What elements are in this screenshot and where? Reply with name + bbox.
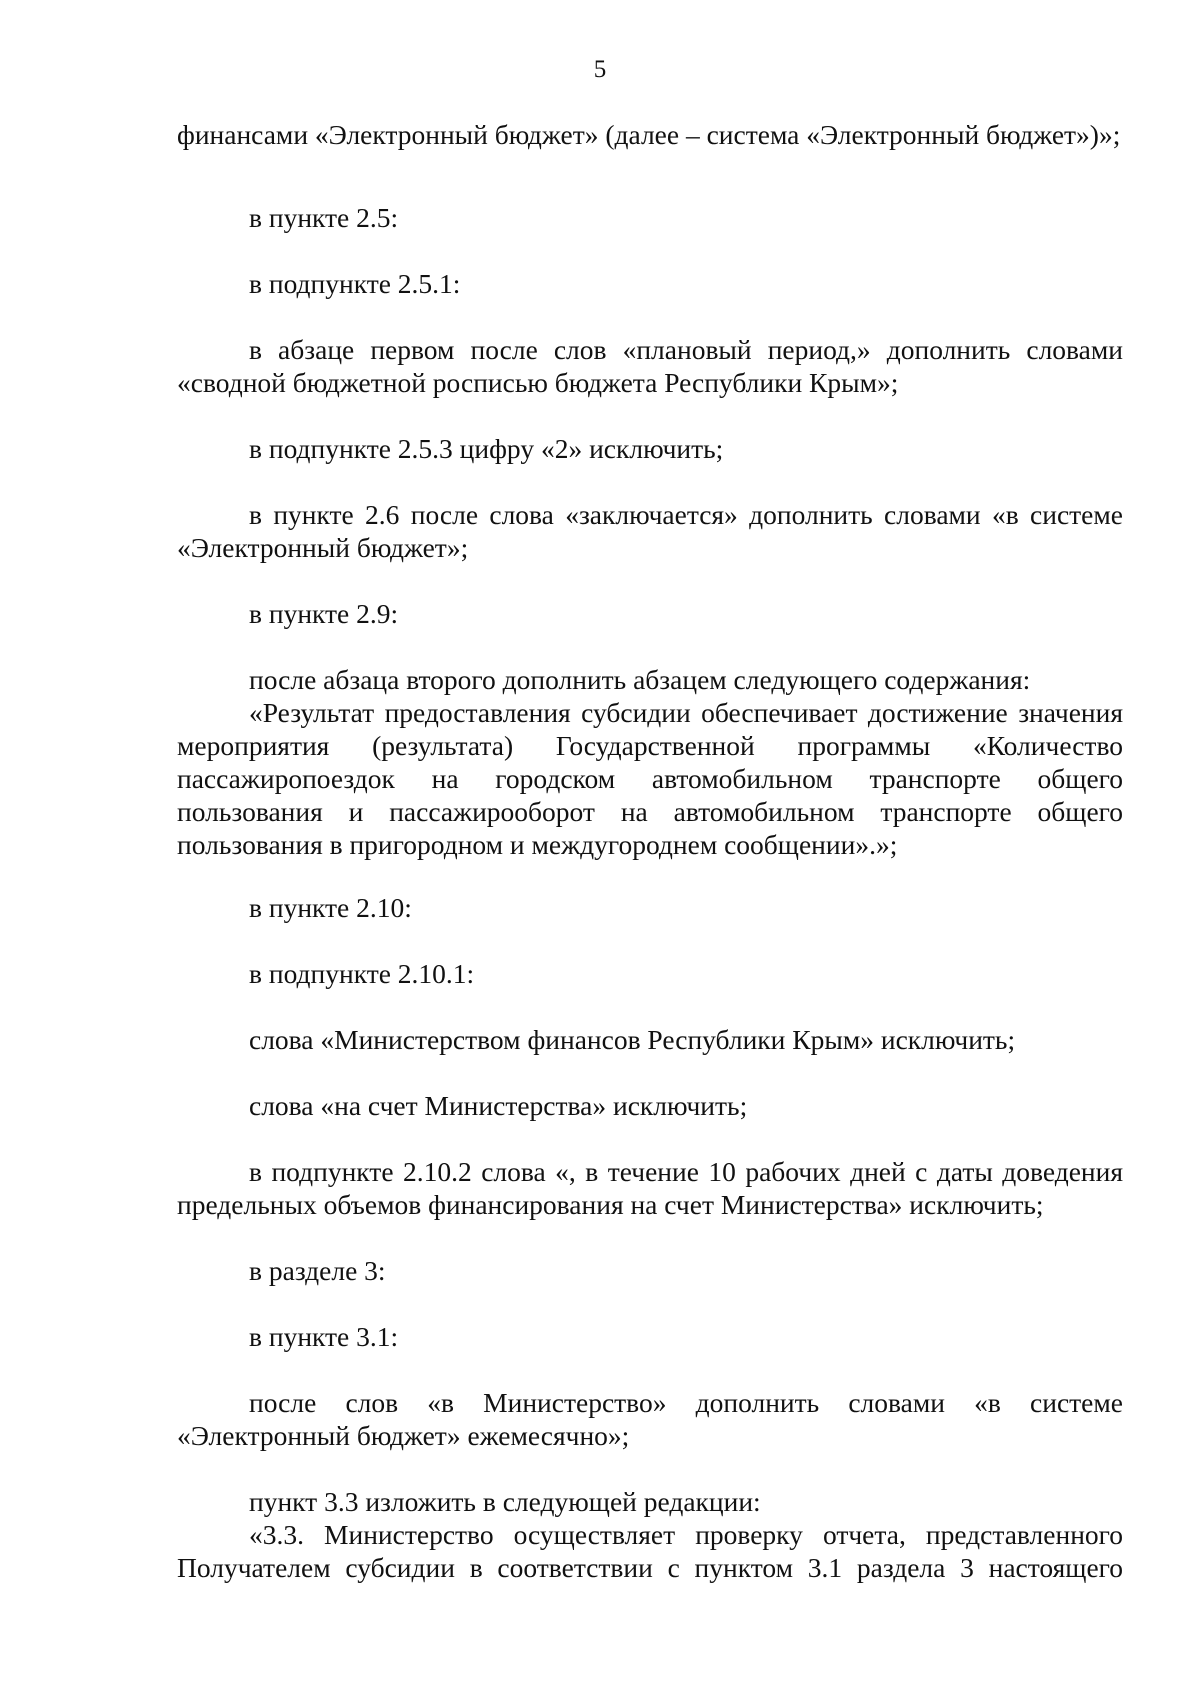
paragraph: в подпункте 2.5.1: <box>249 268 461 299</box>
quoted-paragraph: «3.3. Министерство осуществляет проверку отчета, представленного Получателем субсидии в соответствии с пунктом 3.1 раздела 3 настоящего <box>177 1519 1123 1583</box>
paragraph: в подпункте 2.10.2 слова «, в течение 10 рабочих дней с даты доведения предельных объемов финансирования на счет Министерства» исключить; <box>177 1156 1123 1220</box>
quoted-paragraph: «Результат предоставления субсидии обеспечивает достижение значения мероприятия (результата) Государственной программы «Количество пассажиропоездок на городском автомобильном транспорте общего пользования и пассажирооборот на автомобильном транспорте общего пользования в пригородном и междугороднем сообщении».»; <box>177 697 1123 860</box>
page-number: 5 <box>593 56 607 83</box>
paragraph: в подпункте 2.5.3 цифру «2» исключить; <box>249 433 724 464</box>
paragraph: в пункте 2.5: <box>249 202 399 233</box>
paragraph: финансами «Электронный бюджет» (далее – система «Электронный бюджет»)»; <box>177 119 1121 150</box>
paragraph: в пункте 3.1: <box>249 1321 399 1352</box>
paragraph: в пункте 2.6 после слова «заключается» дополнить словами «в системе «Электронный бюджет»; <box>177 499 1123 563</box>
document-body <box>177 118 1123 1584</box>
paragraph: в разделе 3: <box>249 1255 386 1286</box>
paragraph: после слов «в Министерство» дополнить словами «в системе «Электронный бюджет» ежемесячно»; <box>177 1387 1123 1451</box>
paragraph: в пункте 2.10: <box>249 892 412 923</box>
paragraph: в пункте 2.9: <box>249 598 399 629</box>
paragraph: пункт 3.3 изложить в следующей редакции: <box>249 1486 761 1517</box>
paragraph: слова «на счет Министерства» исключить; <box>249 1090 748 1121</box>
paragraph: в подпункте 2.10.1: <box>249 958 475 989</box>
paragraph: после абзаца второго дополнить абзацем следующего содержания: <box>249 664 1031 695</box>
paragraph: слова «Министерством финансов Республики Крым» исключить; <box>249 1024 1016 1055</box>
paragraph: в абзаце первом после слов «плановый период,» дополнить словами «сводной бюджетной росписью бюджета Республики Крым»; <box>177 334 1123 398</box>
